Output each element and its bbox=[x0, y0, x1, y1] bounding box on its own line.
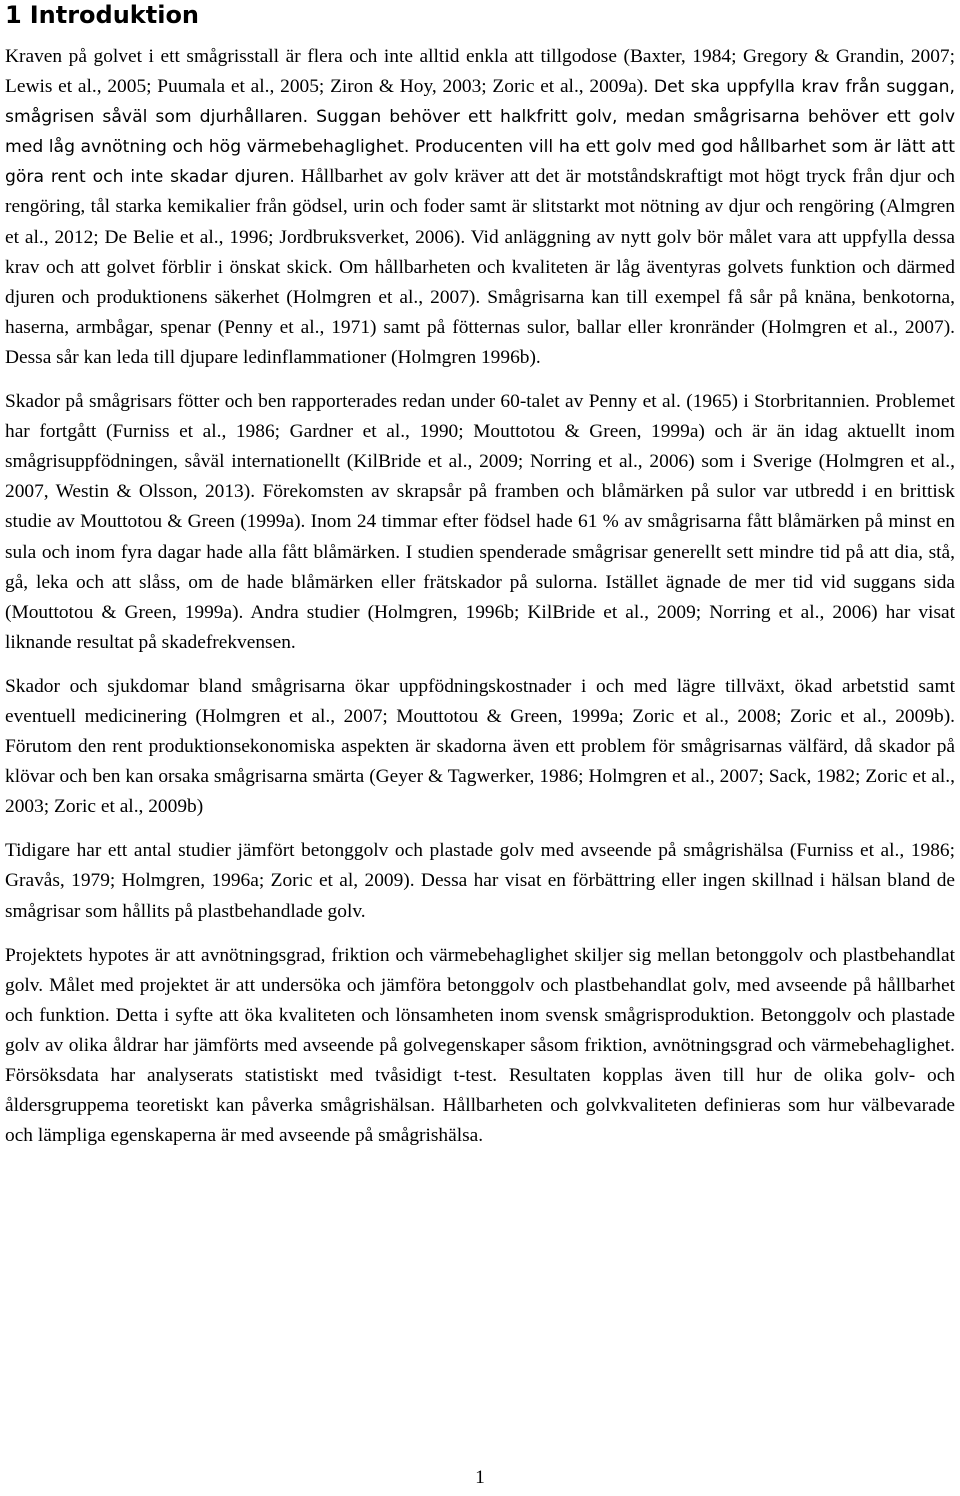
paragraph-1-segment-2: Det ska uppfylla krav från suggan, smågrisen såväl som djurhållaren. bbox=[5, 77, 955, 128]
paragraph-1 bbox=[5, 42, 955, 373]
paragraph-1-segment-5: Hållbarhet av golv kräver att det är motståndskraftigt mot högt tryck från djur och rengöring, tål starka kemikalier från gödsel, urin och foder samt är slitstarkt mot nötning av djur och rengöring (Almgren et al., 2012; De Belie et al., 1996; Jordbruksverket, 2006). Vid anläggning av nytt golv bör målet vara att uppfylla dessa krav och att golvet förblir i önskat skick. Om hållbarheten och kvaliteten är låg äventyras golvets funktion och därmed djuren och produktionens säkerhet (Holmgren et al., 2007). Smågrisarna kan till exempel få sår på knäna, benkotorna, haserna, armbågar, spenar (Penny et al., 1971) samt på fötternas sulor, ballar eller kronränder (Holmgren et al., 2007). Dessa sår kan leda till djupare ledinflammationer (Holmgren 1996b). bbox=[5, 166, 955, 368]
section-number: 1 bbox=[5, 1, 22, 29]
page-number: 1 bbox=[475, 1467, 485, 1488]
paragraph-4 bbox=[5, 836, 955, 926]
paragraph-3 bbox=[5, 672, 955, 822]
section-heading bbox=[5, 0, 955, 34]
paragraph-4-text: Tidigare har ett antal studier jämfört betonggolv och plastade golv med avseende på smågrishälsa (Furniss et al., 1986; Gravås, 1979; Holmgren, 1996a; Zoric et al, 2009). Dessa har visat en förbättring eller ingen skillnad i hälsan bland de smågrisar som hållits på plastbehandlade golv. bbox=[5, 840, 955, 922]
section-title: Introduktion bbox=[29, 1, 200, 29]
paragraph-1-segment-4: Producenten vill ha ett golv med god hållbarhet som är lätt att göra rent och inte skadar djuren. bbox=[5, 137, 955, 188]
paragraph-3-text: Skador och sjukdomar bland smågrisarna ökar uppfödningskostnader i och med lägre tillväxt, ökad arbetstid samt eventuell medicinering (Holmgren et al., 2007; Mouttotou & Green, 1999a; Zoric et al., 2008; Zoric et al., 2009b). Förutom den rent produktionsekonomiska aspekten är skadorna även ett problem för smågrisarnas välfärd, då skador på klövar och ben kan orsaka smågrisarna smärta (Geyer & Tagwerker, 1986; Holmgren et al., 2007; Sack, 1982; Zoric et al., 2003; Zoric et al., 2009b) bbox=[5, 675, 955, 818]
paragraph-1-segment-1: Kraven på golvet i ett smågrisstall är flera och inte alltid enkla att tillgodose (Baxter, 1984; Gregory & Grandin, 2007; Lewis et al., 2005; Puumala et al., 2005; Ziron & Hoy, 2003; Zoric et al., 2009a). bbox=[5, 46, 955, 98]
paragraph-2-text: Skador på smågrisars fötter och ben rapporterades redan under 60-talet av Penny et al. (1965) i Storbritannien. Problemet har fortgått (Furniss et al., 1986; Gardner et al., 1990; Mouttotou & Green, 1999a) och är än idag aktuellt inom smågrisuppfödningen, såväl internationellt (KilBride et al., 2009; Norring et al., 2006) som i Sverige (Holmgren et al., 2007, Westin & Olsson, 2013). Förekomsten av skrapsår på framben och blåmärken på sulor var utbredd i en brittisk studie av Mouttotou & Green (1999a). Inom 24 timmar efter födsel hade 61 % av smågrisarna fått blåmärken på minst en sula och inom fyra dagar hade alla fått blåmärken. I studien spenderade smågrisar generellt sett mindre tid på att dia, stå, gå, leka och att slåss, om de hade blåmärken eller frätskador på sulorna. Istället ägnade de mer tid vid suggans sida (Mouttotou & Green, 1999a). Andra studier (Holmgren, 1996b; KilBride et al., 2009; Norring et al., 2006) har visat liknande resultat på skadefrekvensen. bbox=[5, 391, 955, 653]
paragraph-5-text: Projektets hypotes är att avnötningsgrad, friktion och värmebehaglighet skiljer sig mellan betonggolv och plastbehandlat golv. Målet med projektet är att undersöka och jämföra betonggolv och plastbehandlat golv, med avseende på hållbarhet och funktion. Detta i syfte att öka kvaliteten och lönsamheten inom svensk smågrisproduktion. Betonggolv och plastade golv av olika åldrar har jämförts med avseende på golvegenskaper såsom friktion, avnötningsgrad och värmebehaglighet. Försöksdata har analyserats statistiskt med tvåsidigt t-test. Resultaten kopplas även till hur de olika golv- och åldersgruppema teoretiskt kan påverka smågrishälsan. Hållbarheten och golvkvaliteten definieras som hur välbevarade och lämpliga egenskaperna är med avseende på smågrishälsa. bbox=[5, 944, 955, 1147]
paragraph-5 bbox=[5, 941, 955, 1152]
paragraph-2 bbox=[5, 387, 955, 658]
document-page bbox=[5, 0, 955, 1165]
paragraph-1-segment-3: Suggan behöver ett halkfritt golv, medan smågrisarna behöver ett golv med låg avnötning och hög värmebehaglighet. bbox=[5, 107, 955, 158]
